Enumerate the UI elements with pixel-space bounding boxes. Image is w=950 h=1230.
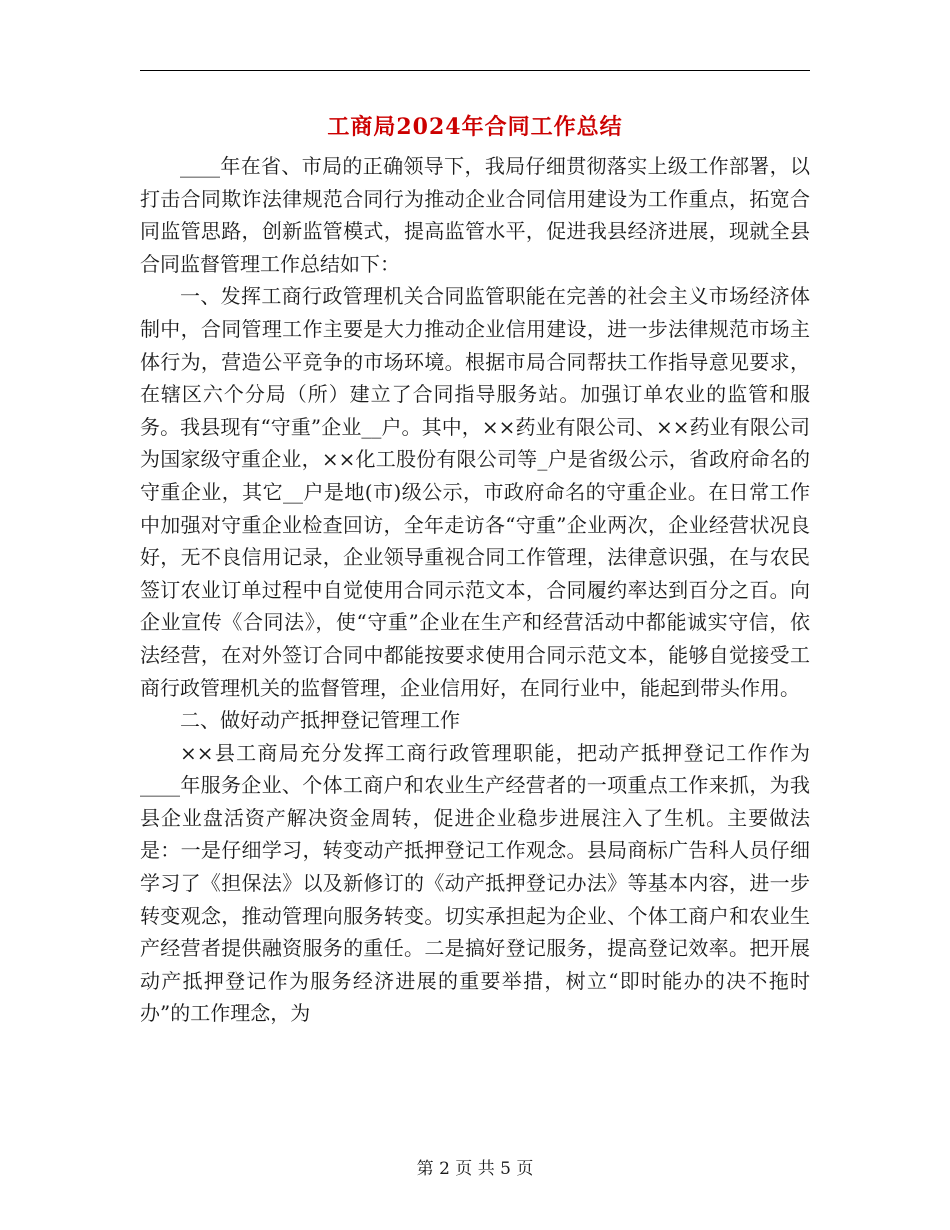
paragraph-intro: ____年在省、市局的正确领导下，我局仔细贯彻落实上级工作部署，以打击合同欺诈法律规范合同行为推动企业合同信用建设为工作重点，拓宽合同监管思路，创新监管模式，提高监管水平，促进我县经济进展，现就全县合同监督管理工作总结如下： bbox=[140, 154, 810, 276]
page-number-footer: 第 2 页 共 5 页 bbox=[416, 1159, 534, 1179]
document-title: 工商局2024年合同工作总结 bbox=[327, 114, 623, 140]
paragraph-section-2-body: ××县工商局充分发挥工商行政管理职能，把动产抵押登记工作作为____年服务企业、个体工商户和农业生产经营者的一项重点工作来抓，为我县企业盘活资产解决资金周转，促进企业稳步进展注入了生机。主要做法是：一是仔细学习，转变动产抵押登记工作观念。县局商标广告科人员仔细学习了《担保法》以及新修订的《动产抵押登记办法》等基本内容，进一步转变观念，推动管理向服务转变。切实承担起为企业、个体工商户和农业生产经营者提供融资服务的重任。二是搞好登记服务，提高登记效率。把开展动产抵押登记作为服务经济进展的重要举措，树立“即时能办的决不拖时办”的工作理念，为 bbox=[140, 740, 810, 1026]
header-rule bbox=[140, 70, 810, 71]
paragraph-section-2-heading: 二、做好动产抵押登记管理工作 bbox=[180, 708, 460, 733]
paragraph-section-1: 一、发挥工商行政管理机关合同监管职能在完善的社会主义市场经济体制中，合同管理工作主要是大力推动企业信用建设，进一步法律规范市场主体行为，营造公平竞争的市场环境。根据市局合同帮扶工作指导意见要求，在辖区六个分局（所）建立了合同指导服务站。加强订单农业的监管和服务。我县现有“守重”企业__户。其中，××药业有限公司、××药业有限公司为国家级守重企业，××化工股份有限公司等_户是省级公示，省政府命名的守重企业，其它__户是地(市)级公示，市政府命名的守重企业。在日常工作中加强对守重企业检查回访，全年走访各“守重”企业两次，企业经营状况良好，无不良信用记录，企业领导重视合同工作管理，法律意识强，在与农民签订农业订单过程中自觉使用合同示范文本，合同履约率达到百分之百。向企业宣传《合同法》，使“守重”企业在生产和经营活动中都能诚实守信，依法经营，在对外签订合同中都能按要求使用合同示范文本，能够自觉接受工商行政管理机关的监督管理，企业信用好，在同行业中，能起到带头作用。 bbox=[140, 284, 810, 700]
document-body bbox=[140, 150, 810, 1030]
